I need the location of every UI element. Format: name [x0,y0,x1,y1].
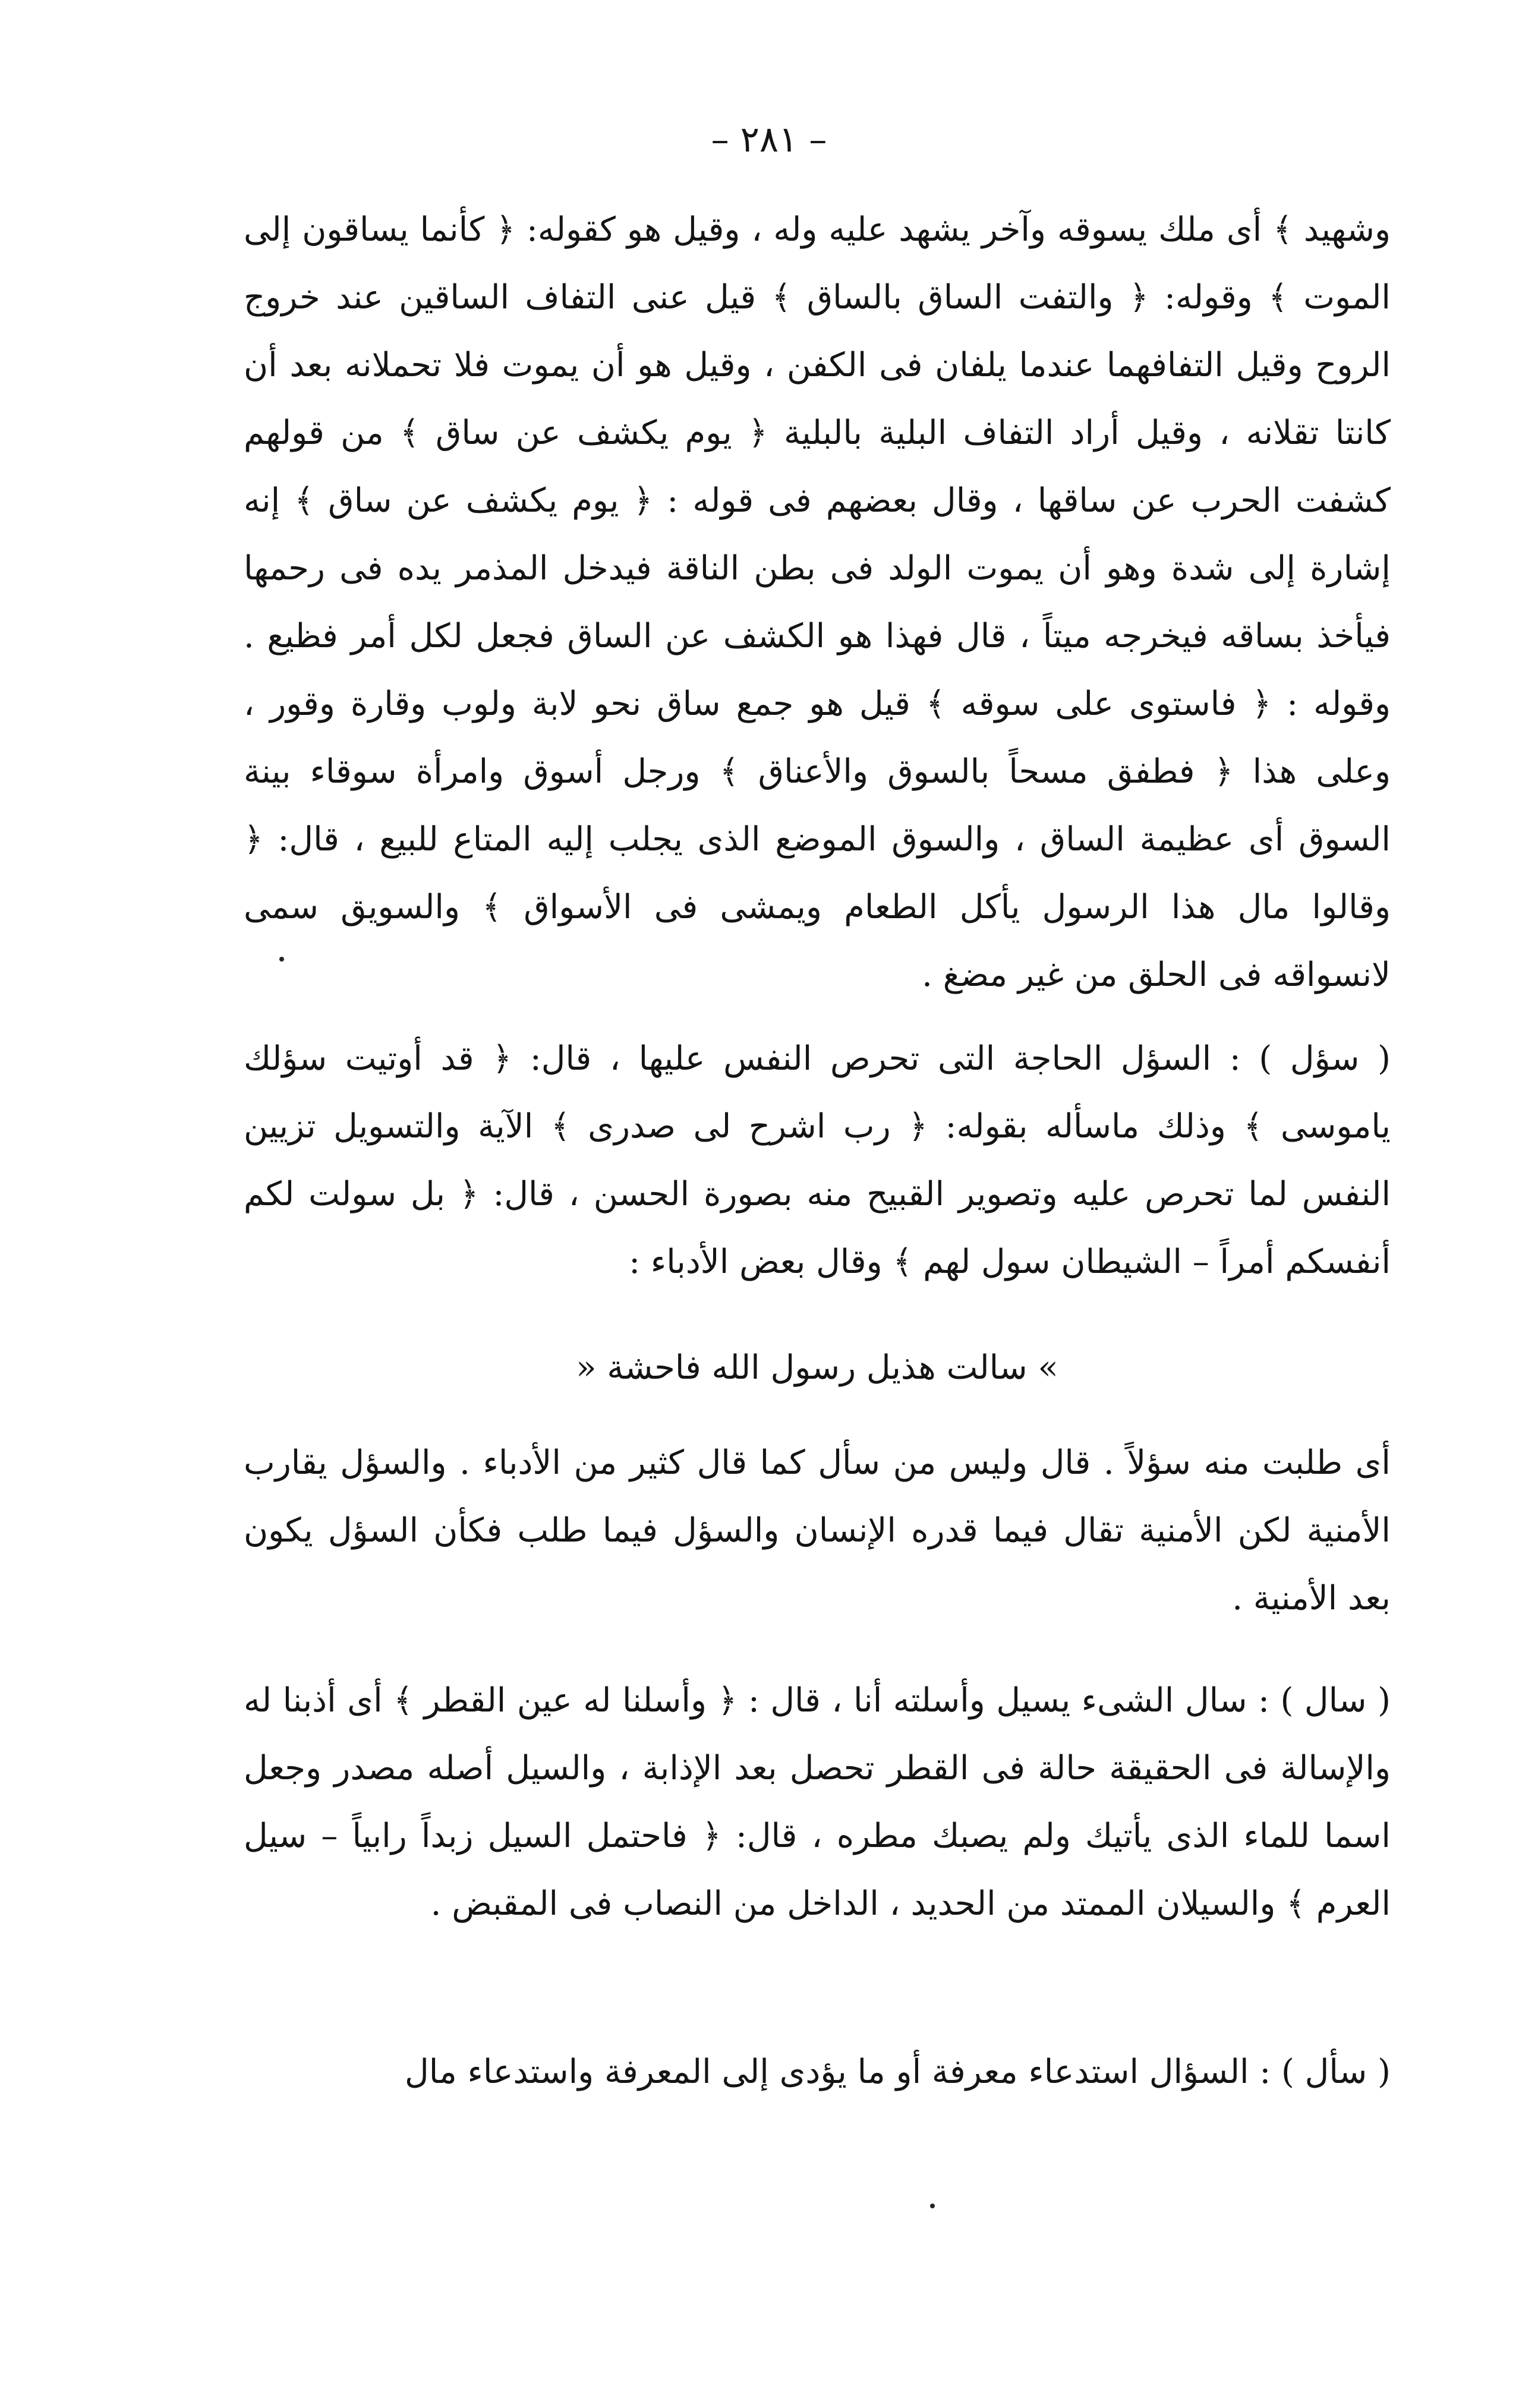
paragraph: وشهيد ﴾ أى ملك يسوقه وآخر يشهد عليه وله ، وقيل هو كقوله: ﴿ كأنما يساقون إلى الموت ﴾ وقوله: ﴿ والتفت الساق بالساق ﴾ قيل عنى التفاف الساقين عند خروج الروح وقيل التفافهما عندما يلفان فى الكفن ، وقيل هو أن يموت فلا تحملانه بعد أن كانتا تقلانه ، وقيل أراد التفاف البلية بالبلية ﴿ يوم يكشف عن ساق ﴾ من قولهم كشفت الحرب عن ساقها ، وقال بعضهم فى قوله : ﴿ يوم يكشف عن ساق ﴾ إنه إشارة إلى شدة وهو أن يموت الولد فى بطن الناقة فيدخل المذمر يده فى رحمها فيأخذ بساقه فيخرجه ميتاً ، قال فهذا هو الكشف عن الساق فجعل لكل أمر فظيع . وقوله : ﴿ فاستوى على سوقه ﴾ قيل هو جمع ساق نحو لابة ولوب وقارة وقور ، وعلى هذا ﴿ فطفق مسحاً بالسوق والأعناق ﴾ ورجل أسوق وامرأة سوقاء بينة السوق أى عظيمة الساق ، والسوق الموضع الذى يجلب إليه المتاع للبيع ، قال: ﴿ وقالوا مال هذا الرسول يأكل الطعام ويمشى فى الأسواق ﴾ والسويق سمى لانسواقه فى الحلق من غير مضغ . [244,210,1391,994]
entry-su-l-explanation [244,1429,1391,1632]
poetry-quote: » سالت هذيل رسول الله فاحشة « [576,1348,1058,1387]
page-number: – ٢٨١ – [711,119,827,160]
paragraph: ( سال ) : سال الشىء يسيل وأسلته أنا ، قال : ﴿ وأسلنا له عين القطر ﴾ أى أذبنا له والإسالة فى الحقيقة حالة فى القطر تحصل بعد الإذابة ، والسيل أصله مصدر وجعل اسما للماء الذى يأتيك ولم يصبك مطره ، قال: ﴿ فاحتمل السيل زبداً رابياً – سيل العرم ﴾ والسيلان الممتد من الحديد ، الداخل من النصاب فى المقبض . [244,1681,1391,1923]
paragraph: ( سأل ) : السؤال استدعاء معرفة أو ما يؤدى إلى المعرفة واستدعاء مال [405,2053,1391,2091]
paragraph: أى طلبت منه سؤلاً . قال وليس من سأل كما قال كثير من الأدباء . والسؤل يقارب الأمنية لكن الأمنية تقال فيما قدره الإنسان والسؤل فيما طلب فكأن السؤل يكون بعد الأمنية . [244,1443,1391,1618]
entry-sal [244,1667,1391,1938]
entry-sawq-continuation [244,196,1391,1009]
scan-speck [930,2204,935,2208]
entry-su-l [244,1025,1391,1296]
entry-sa-l [244,2038,1391,2106]
paragraph: ( سؤل ) : السؤل الحاجة التى تحرص النفس عليها ، قال: ﴿ قد أوتيت سؤلك ياموسى ﴾ وذلك ماسأله بقوله: ﴿ رب اشرح لى صدرى ﴾ الآية والتسويل تزيين النفس لما تحرص عليه وتصوير القبيح منه بصورة الحسن ، قال: ﴿ بل سولت لكم أنفسكم أمراً – الشيطان سول لهم ﴾ وقال بعض الأدباء : [244,1039,1391,1281]
scan-speck [279,957,284,962]
